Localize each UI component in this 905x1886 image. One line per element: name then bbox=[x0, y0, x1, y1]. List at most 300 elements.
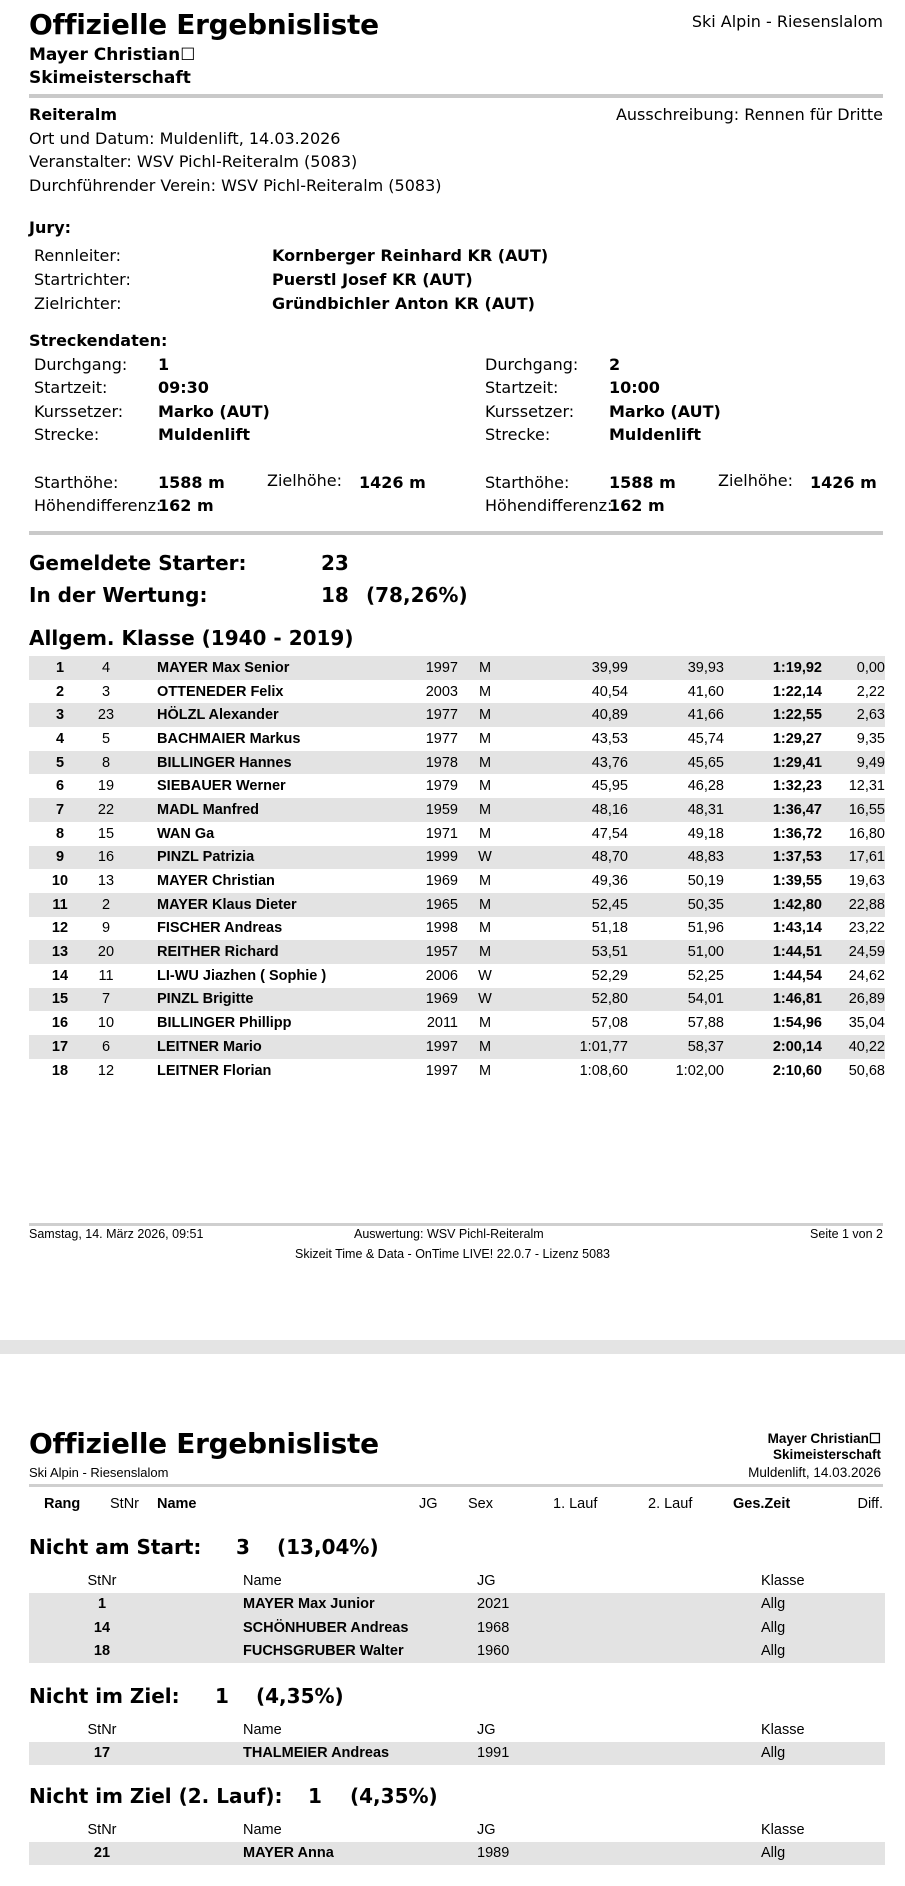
durchgang-value: 2 bbox=[609, 355, 621, 374]
col-stnr: StNr bbox=[87, 1821, 117, 1838]
result-name: FISCHER Andreas bbox=[157, 920, 283, 937]
result-diff: 26,89 bbox=[822, 988, 885, 1012]
col-name: Name bbox=[157, 1496, 197, 1512]
result-year: 1997 bbox=[402, 656, 458, 680]
dns-label: Nicht am Start: bbox=[29, 1535, 202, 1559]
dns-count: 3 bbox=[236, 1535, 250, 1559]
result-run1: 51,18 bbox=[591, 920, 628, 937]
result-total: 1:29,27 bbox=[772, 730, 822, 747]
entry-bib: 17 bbox=[29, 1742, 175, 1766]
kurssetzer-label: Kurssetzer: bbox=[485, 402, 575, 421]
result-diff: 2,22 bbox=[856, 683, 885, 700]
result-year: 1978 bbox=[402, 751, 458, 775]
result-sex: M bbox=[458, 893, 512, 917]
result-bib: 23 bbox=[91, 703, 121, 727]
result-bib: 11 bbox=[98, 967, 114, 984]
hoehendifferenz-label: Höhendifferenz: bbox=[485, 496, 613, 515]
col-lauf1: 1. Lauf bbox=[553, 1496, 598, 1512]
entry-class: Allg bbox=[761, 1640, 885, 1664]
table-header-row bbox=[29, 1718, 885, 1742]
result-year: 1979 bbox=[425, 778, 458, 795]
result-run2: 48,31 bbox=[628, 798, 724, 822]
result-name: BILLINGER Phillipp bbox=[157, 1015, 292, 1032]
result-rank: 6 bbox=[55, 778, 65, 795]
col-jg: JG bbox=[477, 1821, 496, 1838]
result-total: 1:46,81 bbox=[724, 988, 822, 1012]
dnf-count: 1 bbox=[215, 1684, 229, 1708]
result-run2: 39,93 bbox=[628, 656, 724, 680]
header-divider bbox=[29, 94, 883, 98]
result-run2: 45,74 bbox=[687, 730, 724, 747]
result-year: 1997 bbox=[425, 1062, 458, 1079]
dnf-label: Nicht im Ziel: bbox=[29, 1684, 180, 1708]
result-name: MAYER Max Senior bbox=[121, 656, 402, 680]
entry-year: 2021 bbox=[477, 1593, 761, 1617]
result-run2: 58,37 bbox=[628, 1035, 724, 1059]
strecke-value: Muldenlift bbox=[609, 425, 702, 444]
result-run1: 40,89 bbox=[512, 703, 628, 727]
result-diff: 23,22 bbox=[848, 920, 885, 937]
event-name: Skimeisterschaft bbox=[772, 1447, 881, 1462]
result-run2: 48,83 bbox=[628, 846, 724, 870]
startzeit-value: 10:00 bbox=[609, 378, 660, 397]
result-run2: 51,96 bbox=[687, 920, 724, 937]
result-rank: 7 bbox=[29, 798, 91, 822]
result-sex: W bbox=[458, 988, 512, 1012]
table-row bbox=[29, 774, 885, 798]
table-row bbox=[29, 727, 885, 751]
result-total: 1:36,72 bbox=[772, 825, 822, 842]
result-name: MADL Manfred bbox=[121, 798, 402, 822]
result-run1: 47,54 bbox=[591, 825, 628, 842]
entry-year: 1989 bbox=[477, 1842, 761, 1866]
result-name: LEITNER Florian bbox=[157, 1062, 272, 1079]
dns-table bbox=[29, 1569, 885, 1663]
entry-bib: 21 bbox=[29, 1842, 175, 1866]
list-item bbox=[29, 1640, 885, 1664]
result-rank: 1 bbox=[29, 656, 91, 680]
result-run1: 52,29 bbox=[591, 967, 628, 984]
table-row bbox=[29, 869, 885, 893]
durchfuehrender-verein: Durchführender Verein: WSV Pichl-Reiteralm (5083) bbox=[29, 176, 442, 195]
table-header-row bbox=[29, 1569, 885, 1593]
result-sex: M bbox=[478, 825, 492, 842]
footer-divider bbox=[29, 1223, 883, 1226]
jury-role: Rennleiter: bbox=[34, 246, 122, 265]
result-diff: 9,35 bbox=[856, 730, 885, 747]
result-year: 1997 bbox=[402, 1035, 458, 1059]
page-title: Offizielle Ergebnisliste bbox=[29, 1427, 379, 1460]
location: Reiteralm bbox=[29, 105, 117, 124]
result-total: 1:19,92 bbox=[724, 656, 822, 680]
result-diff: 24,62 bbox=[848, 967, 885, 984]
list-item bbox=[29, 1616, 885, 1640]
col-name: Name bbox=[243, 1821, 282, 1838]
result-total: 1:42,80 bbox=[724, 893, 822, 917]
result-total: 1:32,23 bbox=[772, 778, 822, 795]
entry-bib: 1 bbox=[29, 1593, 175, 1617]
dnf2-table bbox=[29, 1818, 885, 1865]
starthoehe-value: 1588 m bbox=[158, 473, 225, 492]
result-bib: 9 bbox=[101, 920, 111, 937]
result-run2: 54,01 bbox=[628, 988, 724, 1012]
result-year: 1969 bbox=[402, 988, 458, 1012]
result-sex: M bbox=[458, 1035, 512, 1059]
kurssetzer-value: Marko (AUT) bbox=[158, 402, 270, 421]
result-run1: 49,36 bbox=[591, 873, 628, 890]
startzeit-label: Startzeit: bbox=[485, 378, 559, 397]
result-total: 1:44,54 bbox=[772, 967, 822, 984]
result-year: 1971 bbox=[425, 825, 458, 842]
result-run2: 57,88 bbox=[687, 1015, 724, 1032]
result-name: MAYER Christian bbox=[157, 873, 275, 890]
entry-class: Allg bbox=[761, 1616, 885, 1640]
result-run2: 50,19 bbox=[687, 873, 724, 890]
col-gesamtzeit: Ges.Zeit bbox=[733, 1496, 791, 1512]
header-divider bbox=[29, 1484, 883, 1487]
result-sex: M bbox=[458, 798, 512, 822]
streckendaten-heading: Streckendaten: bbox=[29, 331, 168, 350]
result-sex: W bbox=[458, 846, 512, 870]
result-run1: 57,08 bbox=[591, 1015, 628, 1032]
result-total: 1:22,14 bbox=[772, 683, 822, 700]
result-diff: 19,63 bbox=[848, 873, 885, 890]
result-sex: M bbox=[458, 751, 512, 775]
startzeit-value: 09:30 bbox=[158, 378, 209, 397]
entry-class: Allg bbox=[761, 1593, 885, 1617]
result-run2: 52,25 bbox=[687, 967, 724, 984]
result-rank: 12 bbox=[51, 920, 69, 937]
organizer-line: Mayer Christian☐ bbox=[767, 1431, 881, 1446]
table-row bbox=[29, 703, 885, 727]
col-diff: Diff. bbox=[857, 1496, 883, 1512]
wertung-label: In der Wertung: bbox=[29, 583, 208, 607]
result-rank: 18 bbox=[51, 1062, 69, 1079]
starthoehe-label: Starthöhe: bbox=[34, 473, 119, 492]
zielhoehe-label: Zielhöhe: bbox=[718, 471, 793, 490]
result-total: 1:54,96 bbox=[772, 1015, 822, 1032]
col-rang: Rang bbox=[44, 1496, 81, 1512]
table-row bbox=[29, 680, 885, 704]
veranstalter: Veranstalter: WSV Pichl-Reiteralm (5083) bbox=[29, 152, 358, 171]
result-name: LEITNER Mario bbox=[121, 1035, 402, 1059]
result-rank: 10 bbox=[51, 873, 69, 890]
result-run1: 52,45 bbox=[512, 893, 628, 917]
result-rank: 16 bbox=[51, 1015, 69, 1032]
result-sex: M bbox=[458, 703, 512, 727]
dnf2-label: Nicht im Ziel (2. Lauf): bbox=[29, 1784, 283, 1808]
result-name: WAN Ga bbox=[157, 825, 215, 842]
col-sex: Sex bbox=[468, 1496, 493, 1512]
hoehendifferenz-label: Höhendifferenz: bbox=[34, 496, 162, 515]
result-year: 1969 bbox=[425, 873, 458, 890]
table-row bbox=[29, 988, 885, 1012]
result-total: 1:22,55 bbox=[724, 703, 822, 727]
result-diff: 9,49 bbox=[822, 751, 885, 775]
result-diff: 12,31 bbox=[848, 778, 885, 795]
result-sex: M bbox=[478, 873, 492, 890]
result-run1: 40,54 bbox=[591, 683, 628, 700]
list-item bbox=[29, 1842, 885, 1866]
result-run1: 52,80 bbox=[512, 988, 628, 1012]
result-name: BILLINGER Hannes bbox=[121, 751, 402, 775]
result-bib: 16 bbox=[91, 846, 121, 870]
result-rank: 2 bbox=[55, 683, 65, 700]
col-stnr: StNr bbox=[110, 1496, 139, 1512]
result-year: 2006 bbox=[425, 967, 458, 984]
entry-class: Allg bbox=[761, 1742, 885, 1766]
result-bib: 22 bbox=[91, 798, 121, 822]
discipline: Ski Alpin - Riesenslalom bbox=[691, 12, 883, 31]
result-run1: 53,51 bbox=[512, 940, 628, 964]
result-bib: 12 bbox=[97, 1062, 115, 1079]
organizer-line: Mayer Christian☐ bbox=[29, 45, 196, 65]
result-run1: 48,16 bbox=[512, 798, 628, 822]
result-diff: 17,61 bbox=[822, 846, 885, 870]
table-row bbox=[29, 822, 885, 846]
result-total: 1:44,51 bbox=[724, 940, 822, 964]
result-run1: 48,70 bbox=[512, 846, 628, 870]
list-item bbox=[29, 1742, 885, 1766]
result-total: 2:10,60 bbox=[772, 1062, 822, 1079]
table-row bbox=[29, 1035, 885, 1059]
result-bib: 2 bbox=[91, 893, 121, 917]
starthoehe-value: 1588 m bbox=[609, 473, 676, 492]
footer-software: Skizeit Time & Data - OnTime LIVE! 22.0.7 - Lizenz 5083 bbox=[295, 1247, 610, 1261]
result-sex: W bbox=[478, 967, 492, 984]
footer-page-number: Seite 1 von 2 bbox=[810, 1227, 883, 1241]
result-diff: 0,00 bbox=[822, 656, 885, 680]
entry-year: 1960 bbox=[477, 1640, 761, 1664]
result-diff: 16,80 bbox=[848, 825, 885, 842]
table-header-row bbox=[29, 1818, 885, 1842]
result-rank: 15 bbox=[29, 988, 91, 1012]
zielhoehe-value: 1426 m bbox=[359, 473, 426, 492]
result-sex: M bbox=[478, 730, 492, 747]
entry-year: 1968 bbox=[477, 1616, 761, 1640]
result-bib: 4 bbox=[91, 656, 121, 680]
result-run1: 43,53 bbox=[591, 730, 628, 747]
result-diff: 35,04 bbox=[848, 1015, 885, 1032]
result-rank: 5 bbox=[29, 751, 91, 775]
result-sex: M bbox=[458, 940, 512, 964]
result-total: 1:36,47 bbox=[724, 798, 822, 822]
result-total: 1:39,55 bbox=[772, 873, 822, 890]
result-diff: 16,55 bbox=[822, 798, 885, 822]
strecke-label: Strecke: bbox=[485, 425, 551, 444]
result-rank: 8 bbox=[55, 825, 65, 842]
class-heading: Allgem. Klasse (1940 - 2019) bbox=[29, 626, 354, 650]
result-run2: 46,28 bbox=[687, 778, 724, 795]
durchgang-label: Durchgang: bbox=[34, 355, 128, 374]
result-name: LI-WU Jiazhen ( Sophie ) bbox=[157, 967, 327, 984]
result-rank: 9 bbox=[29, 846, 91, 870]
entry-name: MAYER Max Junior bbox=[175, 1593, 477, 1617]
table-row bbox=[29, 1059, 885, 1083]
result-year: 1965 bbox=[402, 893, 458, 917]
section-divider bbox=[29, 531, 883, 535]
result-name: MAYER Klaus Dieter bbox=[121, 893, 402, 917]
result-total: 1:43,14 bbox=[772, 920, 822, 937]
entry-bib: 14 bbox=[29, 1616, 175, 1640]
result-total: 1:37,53 bbox=[724, 846, 822, 870]
result-year: 1977 bbox=[402, 703, 458, 727]
table-row bbox=[29, 964, 885, 988]
ausschreibung: Ausschreibung: Rennen für Dritte bbox=[615, 105, 883, 124]
table-row bbox=[29, 846, 885, 870]
jury-role: Zielrichter: bbox=[34, 294, 122, 313]
starthoehe-label: Starthöhe: bbox=[485, 473, 570, 492]
result-run1: 45,95 bbox=[591, 778, 628, 795]
result-run2: 1:02,00 bbox=[675, 1062, 724, 1079]
strecke-value: Muldenlift bbox=[158, 425, 251, 444]
dnf-percent: (4,35%) bbox=[256, 1684, 344, 1708]
result-diff: 50,68 bbox=[848, 1062, 885, 1079]
result-name: SIEBAUER Werner bbox=[157, 778, 286, 795]
result-total: 2:00,14 bbox=[724, 1035, 822, 1059]
results-page-2 bbox=[0, 1354, 905, 1886]
col-klasse: Klasse bbox=[761, 1572, 805, 1589]
discipline: Ski Alpin - Riesenslalom bbox=[29, 1465, 169, 1480]
jury-name: Kornberger Reinhard KR (AUT) bbox=[272, 246, 549, 265]
table-row bbox=[29, 917, 885, 941]
col-stnr: StNr bbox=[87, 1721, 117, 1738]
result-bib: 5 bbox=[101, 730, 111, 747]
result-run2: 50,35 bbox=[628, 893, 724, 917]
hoehendifferenz-value: 162 m bbox=[609, 496, 665, 515]
result-diff: 2,63 bbox=[822, 703, 885, 727]
dnf-table bbox=[29, 1718, 885, 1765]
ort-datum: Ort und Datum: Muldenlift, 14.03.2026 bbox=[29, 129, 341, 148]
result-diff: 40,22 bbox=[822, 1035, 885, 1059]
result-sex: M bbox=[478, 1062, 492, 1079]
result-rank: 14 bbox=[51, 967, 69, 984]
entry-bib: 18 bbox=[29, 1640, 175, 1664]
list-item bbox=[29, 1593, 885, 1617]
result-sex: M bbox=[458, 656, 512, 680]
result-run2: 49,18 bbox=[687, 825, 724, 842]
result-bib: 6 bbox=[91, 1035, 121, 1059]
result-bib: 13 bbox=[97, 873, 115, 890]
result-sex: M bbox=[478, 1015, 492, 1032]
durchgang-label: Durchgang: bbox=[485, 355, 579, 374]
result-total: 1:29,41 bbox=[724, 751, 822, 775]
result-name: PINZL Brigitte bbox=[121, 988, 402, 1012]
result-bib: 8 bbox=[91, 751, 121, 775]
result-rank: 4 bbox=[55, 730, 65, 747]
result-run2: 45,65 bbox=[628, 751, 724, 775]
result-bib: 7 bbox=[91, 988, 121, 1012]
table-row bbox=[29, 656, 885, 680]
page-separator bbox=[0, 1340, 905, 1354]
col-name: Name bbox=[243, 1721, 282, 1738]
dnf2-count: 1 bbox=[308, 1784, 322, 1808]
result-bib: 3 bbox=[101, 683, 111, 700]
result-year: 2011 bbox=[426, 1015, 458, 1032]
result-run2: 41,60 bbox=[687, 683, 724, 700]
entry-class: Allg bbox=[761, 1842, 885, 1866]
strecke-label: Strecke: bbox=[34, 425, 100, 444]
table-row bbox=[29, 1011, 885, 1035]
result-rank: 11 bbox=[29, 893, 91, 917]
col-name: Name bbox=[243, 1572, 282, 1589]
jury-heading: Jury: bbox=[29, 218, 72, 237]
col-lauf2: 2. Lauf bbox=[648, 1496, 693, 1512]
results-table bbox=[29, 656, 885, 1082]
col-jg: JG bbox=[477, 1721, 496, 1738]
result-rank: 3 bbox=[29, 703, 91, 727]
result-run1: 43,76 bbox=[512, 751, 628, 775]
result-run2: 51,00 bbox=[628, 940, 724, 964]
result-year: 1959 bbox=[402, 798, 458, 822]
table-row bbox=[29, 940, 885, 964]
result-diff: 24,59 bbox=[822, 940, 885, 964]
result-sex: M bbox=[478, 920, 492, 937]
result-sex: M bbox=[478, 683, 492, 700]
result-rank: 13 bbox=[29, 940, 91, 964]
result-bib: 20 bbox=[91, 940, 121, 964]
result-diff: 22,88 bbox=[822, 893, 885, 917]
gemeldet-label: Gemeldete Starter: bbox=[29, 551, 247, 575]
result-name: HÖLZL Alexander bbox=[121, 703, 402, 727]
hoehendifferenz-value: 162 m bbox=[158, 496, 214, 515]
col-jg: JG bbox=[419, 1496, 438, 1512]
result-run1: 1:08,60 bbox=[579, 1062, 628, 1079]
result-bib: 10 bbox=[97, 1015, 115, 1032]
result-name: PINZL Patrizia bbox=[121, 846, 402, 870]
result-year: 1957 bbox=[402, 940, 458, 964]
wertung-value: 18 bbox=[321, 583, 349, 607]
result-rank: 17 bbox=[29, 1035, 91, 1059]
footer-auswertung: Auswertung: WSV Pichl-Reiteralm bbox=[354, 1227, 544, 1241]
result-year: 2003 bbox=[425, 683, 458, 700]
result-bib: 19 bbox=[97, 778, 115, 795]
kurssetzer-value: Marko (AUT) bbox=[609, 402, 721, 421]
jury-name: Gründbichler Anton KR (AUT) bbox=[272, 294, 535, 313]
col-stnr: StNr bbox=[87, 1572, 117, 1589]
result-sex: M bbox=[478, 778, 492, 795]
dnf2-percent: (4,35%) bbox=[350, 1784, 438, 1808]
result-name: OTTENEDER Felix bbox=[157, 683, 284, 700]
jury-role: Startrichter: bbox=[34, 270, 131, 289]
result-year: 1998 bbox=[425, 920, 458, 937]
table-row bbox=[29, 893, 885, 917]
entry-name: SCHÖNHUBER Andreas bbox=[175, 1616, 477, 1640]
zielhoehe-value: 1426 m bbox=[810, 473, 877, 492]
entry-year: 1991 bbox=[477, 1742, 761, 1766]
zielhoehe-label: Zielhöhe: bbox=[267, 471, 342, 490]
entry-name: FUCHSGRUBER Walter bbox=[175, 1640, 477, 1664]
footer-date: Samstag, 14. März 2026, 09:51 bbox=[29, 1227, 204, 1241]
result-run1: 39,99 bbox=[512, 656, 628, 680]
result-bib: 15 bbox=[97, 825, 115, 842]
result-run2: 41,66 bbox=[628, 703, 724, 727]
col-klasse: Klasse bbox=[761, 1821, 805, 1838]
entry-name: THALMEIER Andreas bbox=[175, 1742, 477, 1766]
wertung-percent: (78,26%) bbox=[366, 583, 468, 607]
kurssetzer-label: Kurssetzer: bbox=[34, 402, 124, 421]
result-name: REITHER Richard bbox=[121, 940, 402, 964]
durchgang-value: 1 bbox=[158, 355, 170, 374]
col-jg: JG bbox=[477, 1572, 496, 1589]
result-name: BACHMAIER Markus bbox=[157, 730, 301, 747]
entry-name: MAYER Anna bbox=[175, 1842, 477, 1866]
result-year: 1977 bbox=[425, 730, 458, 747]
table-row bbox=[29, 751, 885, 775]
page-title: Offizielle Ergebnisliste bbox=[29, 8, 379, 41]
startzeit-label: Startzeit: bbox=[34, 378, 108, 397]
dns-percent: (13,04%) bbox=[277, 1535, 379, 1559]
